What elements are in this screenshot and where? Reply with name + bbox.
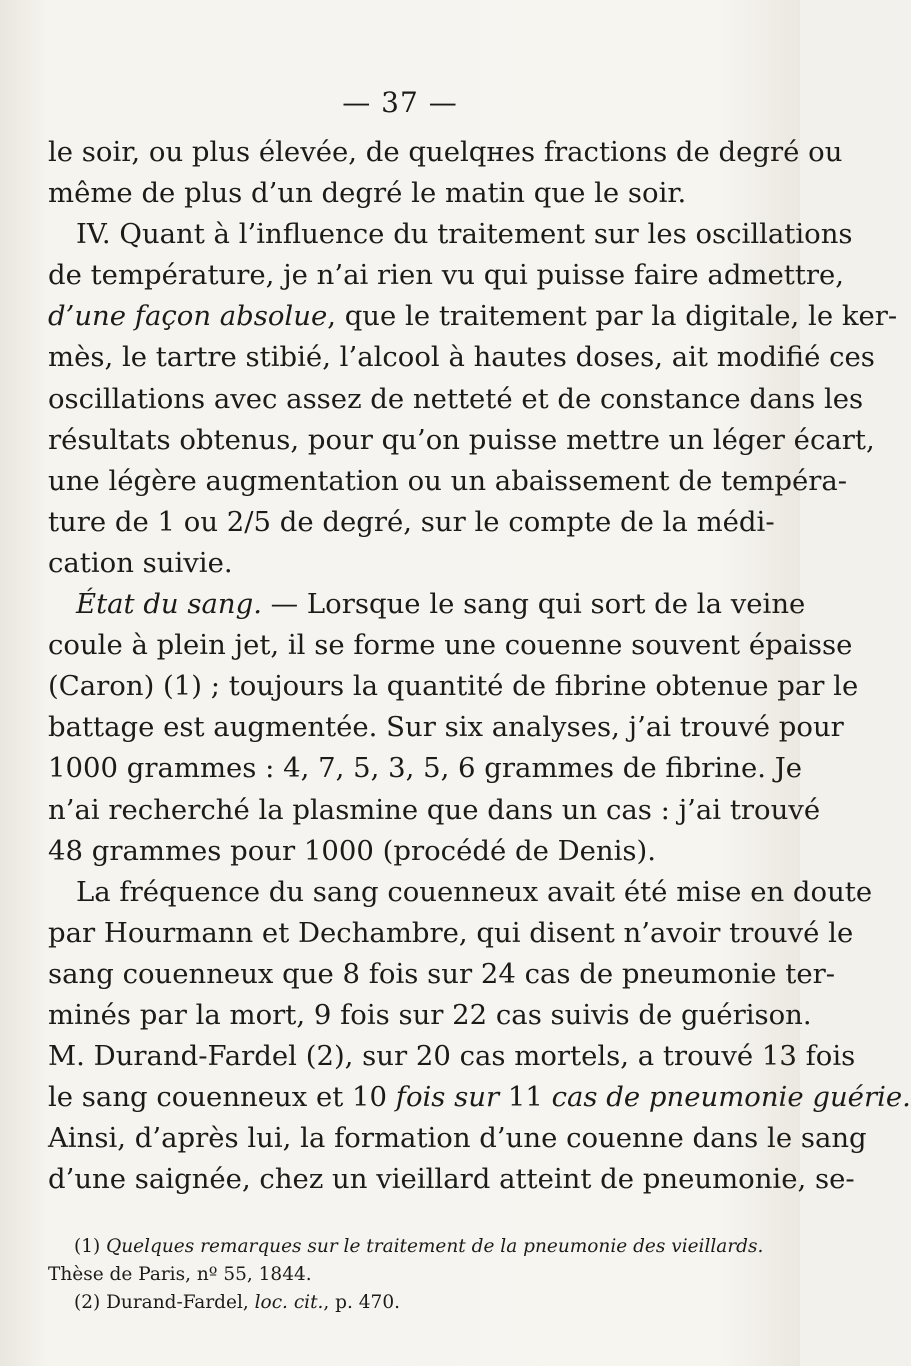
text-line: une légère augmentation ou un abaissement de tempéra- [48, 464, 848, 497]
page-number: — 37 — [342, 86, 458, 119]
text-line: de température, je n’ai rien vu qui puisse faire admettre, [48, 259, 845, 292]
text-line: La fréquence du sang couenneux avait été mise en doute [76, 875, 873, 908]
text-line: cation suivie. [48, 546, 233, 579]
text-line: même de plus d’un degré le matin que le soir. [48, 177, 687, 210]
text-line: sang couenneux que 8 fois sur 24 cas de pneumonie ter- [48, 957, 836, 990]
text-line: le sang couenneux et 10 fois sur 11 cas de pneumonie guérie. [48, 1081, 911, 1114]
text-line: résultats obtenus, pour qu’on puisse mettre un léger écart, [48, 423, 875, 456]
text-line: coule à plein jet, il se forme une couenne souvent épaisse [48, 629, 853, 662]
text-line: IV. Quant à l’influence du traitement sur les oscillations [76, 218, 853, 251]
text-line: n’ai recherché la plasmine que dans un cas : j’ai trouvé [48, 793, 821, 826]
text-line: Ainsi, d’après lui, la formation d’une couenne dans le sang [48, 1122, 867, 1155]
footnotes [48, 1233, 764, 1317]
footnote-line: Thèse de Paris, nº 55, 1844. [48, 1264, 312, 1285]
footnote-line: (2) Durand-Fardel, loc. cit., p. 470. [74, 1292, 400, 1313]
text-line: mès, le tartre stibié, l’alcool à hautes doses, ait modifié ces [48, 341, 875, 374]
text-line: 1000 grammes : 4, 7, 5, 3, 5, 6 grammes de fibrine. Je [48, 752, 802, 785]
text-line: battage est augmentée. Sur six analyses, j’ai trouvé pour [48, 711, 844, 744]
text-line: oscillations avec assez de netteté et de constance dans les [48, 382, 864, 415]
text-line: par Hourmann et Dechambre, qui disent n’avoir trouvé le [48, 916, 854, 949]
text-line: d’une façon absolue, que le traitement par la digitale, le ker- [48, 300, 898, 333]
text-line: 48 grammes pour 1000 (procédé de Denis). [48, 834, 657, 867]
text-line: ture de 1 ou 2/5 de degré, sur le compte de la médi- [48, 505, 775, 538]
text-line: le soir, ou plus élevée, de quelqнes fractions de degré ou [48, 136, 843, 168]
text-line: M. Durand-Fardel (2), sur 20 cas mortels, a trouvé 13 fois [48, 1040, 856, 1073]
text-line: minés par la mort, 9 fois sur 22 cas suivis de guérison. [48, 998, 812, 1031]
footnote-line: (1) Quelques remarques sur le traitement de la pneumonie des vieillards. [74, 1236, 764, 1257]
text-line: d’une saignée, chez un vieillard atteint de pneumonie, se- [48, 1163, 855, 1196]
body-text [48, 132, 911, 1200]
text-line: État du sang. — Lorsque le sang qui sort de la veine [76, 588, 806, 621]
text-line: (Caron) (1) ; toujours la quantité de fibrine obtenue par le [48, 670, 859, 703]
